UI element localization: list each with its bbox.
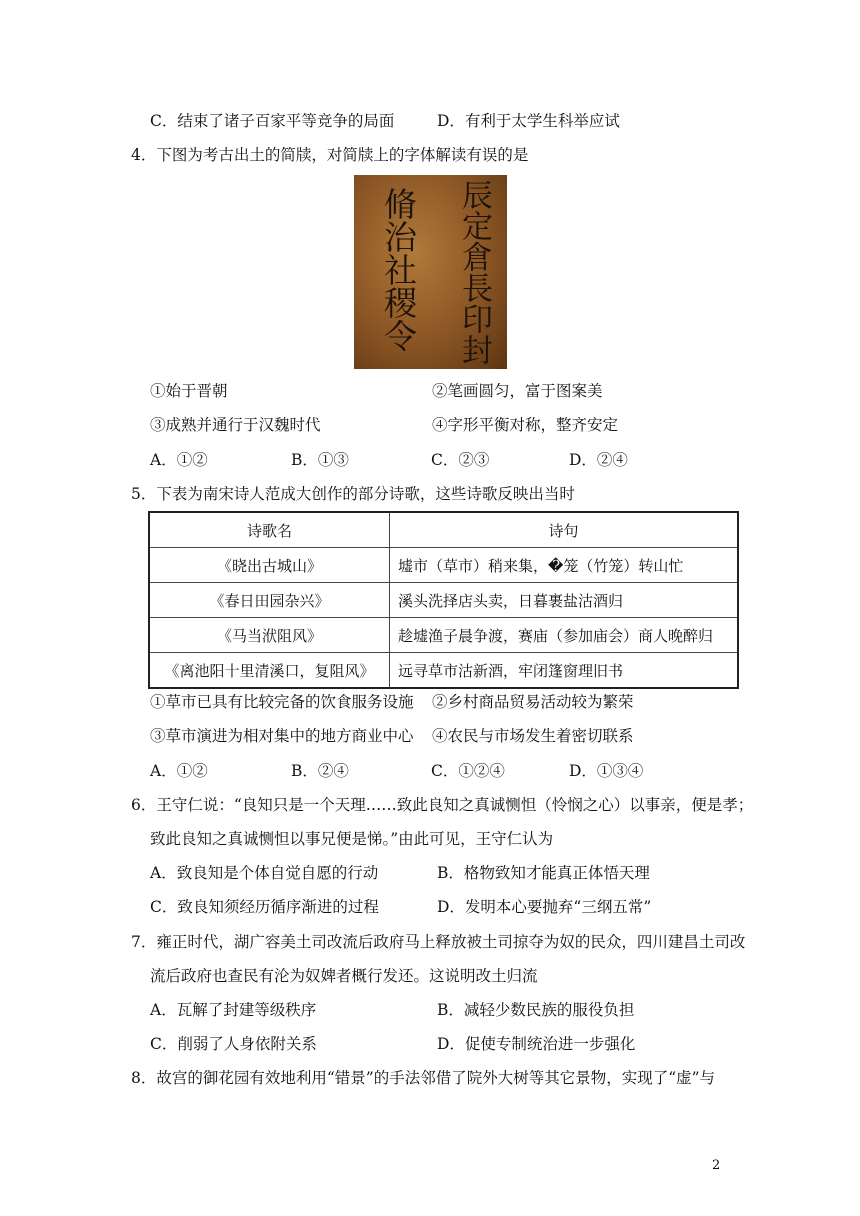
table-cell-title: 《晓出古城山》 (149, 548, 390, 583)
q6-stem-line2: 致此良知之真诚恻怛以事兄便是悌。”由此可见，王守仁认为 (150, 830, 554, 848)
q6-stem-line1: 6．王守仁说：“良知只是一个天理……致此良知之真诚恻怛（怜悯之心）以事亲，便是孝； (131, 796, 754, 814)
q5-statement-1: ①草市已具有比较完备的饮食服务设施 (150, 693, 414, 711)
table-row (149, 653, 738, 689)
q5-statement-3: ③草市演进为相对集中的地方商业中心 (150, 727, 414, 745)
q4-stem: 4．下图为考古出土的简牍，对简牍上的字体解读有误的是 (131, 146, 529, 164)
q4-option-d: D．②④ (569, 451, 628, 469)
table-row (149, 548, 738, 583)
q5-statement-2: ②乡村商品贸易活动较为繁荣 (432, 693, 634, 711)
slip-right-column: 辰定倉長印封 (456, 179, 492, 365)
q5-option-c: C．①②④ (431, 762, 505, 780)
table-cell-title: 《马当洑阻风》 (149, 618, 390, 653)
table-cell-verse: 溪头洗择店头卖，日暮裹盐沽酒归 (390, 583, 739, 618)
bamboo-slip-image (354, 175, 507, 369)
q6-option-a: A．致良知是个体自觉自愿的行动 (150, 864, 379, 882)
q3-option-c: C．结束了诸子百家平等竞争的局面 (150, 112, 395, 130)
q5-option-d: D．①③④ (569, 762, 644, 780)
slip-left-column: 脩治社稷令 (379, 187, 418, 352)
table-header-cell: 诗句 (390, 512, 739, 548)
q4-statement-4: ④字形平衡对称，整齐安定 (432, 416, 619, 434)
q6-option-c: C．致良知须经历循序渐进的过程 (150, 898, 379, 916)
q4-option-c: C．②③ (431, 451, 490, 469)
q4-option-b: B．①③ (291, 451, 349, 469)
q4-statement-1: ①始于晋朝 (150, 382, 228, 400)
q6-option-b: B．格物致知才能真正体悟天理 (437, 864, 650, 882)
q5-option-b: B．②④ (291, 762, 349, 780)
q6-option-d: D．发明本心要抛弃“三纲五常” (437, 898, 652, 916)
table-cell-verse: 远寻草市沽新酒，牢闭篷窗理旧书 (390, 653, 739, 689)
table-cell-verse: 墟市（草市）稍来集，�笼（竹笼）转山忙 (390, 548, 739, 583)
page-number: 2 (712, 1158, 721, 1173)
table-header-row (149, 512, 738, 548)
table-header-cell: 诗歌名 (149, 512, 390, 548)
table-cell-verse: 趁墟渔子晨争渡，赛庙（参加庙会）商人晚醉归 (390, 618, 739, 653)
table-cell-title: 《离池阳十里清溪口，复阻风》 (149, 653, 390, 689)
table-cell-title: 《春日田园杂兴》 (149, 583, 390, 618)
q3-option-d: D．有利于太学生科举应试 (437, 112, 620, 130)
q4-statement-3: ③成熟并通行于汉魏时代 (150, 416, 321, 434)
q7-option-c: C．削弱了人身依附关系 (150, 1035, 317, 1053)
q4-option-a: A．①② (150, 451, 208, 469)
q5-stem: 5．下表为南宋诗人范成大创作的部分诗歌，这些诗歌反映出当时 (131, 485, 575, 503)
q4-statement-2: ②笔画圆匀，富于图案美 (432, 382, 603, 400)
poem-table (148, 511, 739, 689)
q8-stem-line1: 8．故宫的御花园有效地利用“错景”的手法邻借了院外大树等其它景物，实现了“虚”与 (131, 1069, 716, 1087)
q5-statement-4: ④农民与市场发生着密切联系 (432, 727, 634, 745)
table-row (149, 618, 738, 653)
q7-stem-line1: 7．雍正时代，湖广容美土司改流后政府马上释放被土司掠夺为奴的民众，四川建昌土司改 (131, 933, 746, 951)
q7-stem-line2: 流后政府也查民有沦为奴婢者概行发还。这说明改土归流 (150, 967, 538, 985)
q7-option-b: B．减轻少数民族的服役负担 (437, 1001, 635, 1019)
q5-option-a: A．①② (150, 762, 208, 780)
q7-option-a: A．瓦解了封建等级秩序 (150, 1001, 317, 1019)
table-row (149, 583, 738, 618)
q7-option-d: D．促使专制统治进一步强化 (437, 1035, 636, 1053)
